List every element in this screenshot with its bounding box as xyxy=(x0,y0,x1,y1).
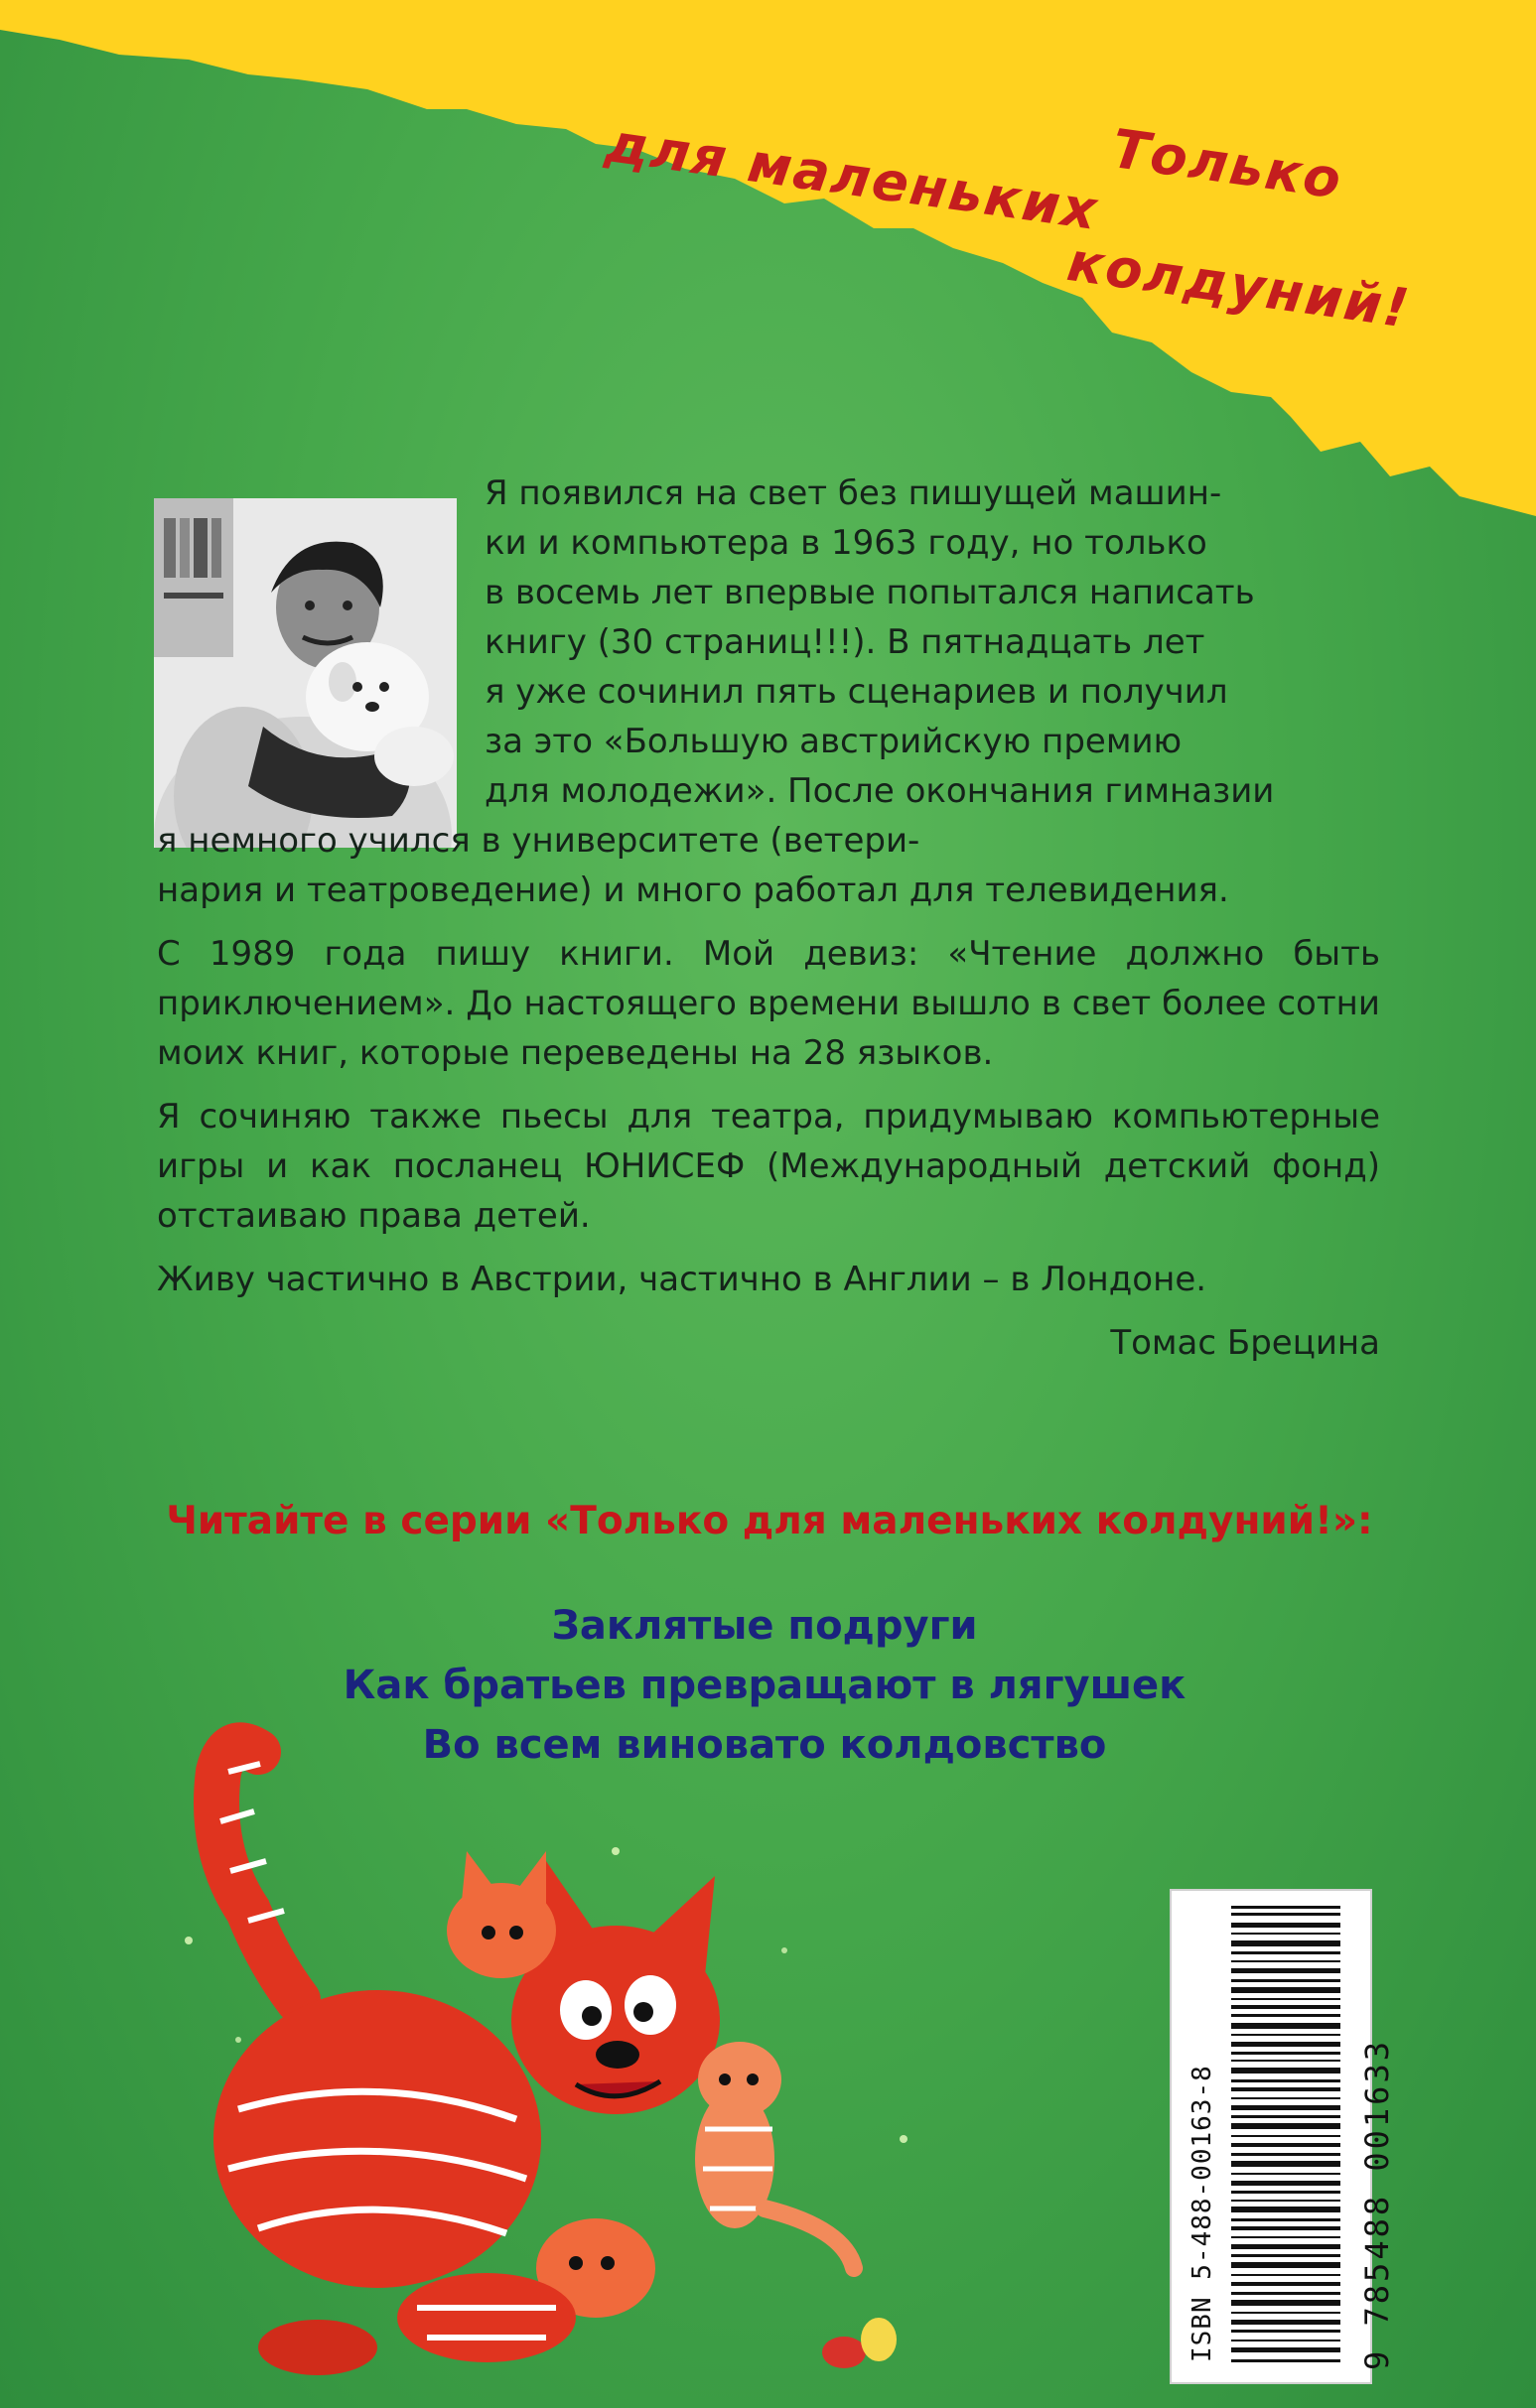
bio-line: ки и компьютера в 1963 году, но только xyxy=(485,523,1207,563)
author-biography xyxy=(157,468,1380,1382)
series-title: Во всем виновато колдовство xyxy=(422,1722,1107,1768)
bio-line: я немного учился в университете (ветери- xyxy=(157,821,920,861)
bio-line: я уже сочинил пять сценариев и получил xyxy=(485,672,1228,712)
slogan-line-1: Только xyxy=(1108,117,1347,211)
author-signature: Томас Брецина xyxy=(1110,1323,1380,1363)
bio-line: нария и театроведение) и много работал для телевидения. xyxy=(157,870,1229,910)
bio-line: за это «Большую австрийскую премию xyxy=(485,722,1183,761)
bio-paragraph-1-continued xyxy=(157,816,1380,915)
series-heading: Читайте в серии «Только для маленьких колдуний!»: xyxy=(166,1499,1373,1543)
bio-paragraph-2: С 1989 года пишу книги. Мой девиз: «Чтение должно быть приключением». До настоящего времени вышло в свет более сотни моих книг, которые переведены на 28 языков. xyxy=(157,934,1380,1073)
bio-line: книгу (30 страниц!!!). В пятнадцать лет xyxy=(485,622,1205,662)
bio-paragraph-4: Живу частично в Австрии, частично в Англии – в Лондоне. xyxy=(157,1260,1207,1299)
slogan-line-3: колдуний! xyxy=(1063,230,1415,340)
bio-line: Я появился на свет без пишущей машин- xyxy=(485,473,1222,513)
ean-number: 9 785488 001633 xyxy=(1358,2039,1396,2370)
cats-illustration xyxy=(149,1712,1043,2397)
series-title: Заклятые подруги xyxy=(551,1603,978,1649)
bio-line: в восемь лет впервые попытался написать xyxy=(485,573,1255,612)
bio-paragraph-1 xyxy=(157,468,1380,816)
series-title: Как братьев превращают в лягушек xyxy=(343,1663,1187,1708)
isbn-number: ISBN 5-488-00163-8 xyxy=(1187,2065,1217,2362)
slogan-line-2: для маленьких xyxy=(602,111,1103,242)
bio-paragraph-3: Я сочиняю также пьесы для театра, придумываю компьютерные игры и как посланец ЮНИСЕФ (Международный детский фонд) отстаиваю права детей. xyxy=(157,1097,1380,1236)
bio-line: для молодежи». После окончания гимназии xyxy=(485,771,1275,811)
